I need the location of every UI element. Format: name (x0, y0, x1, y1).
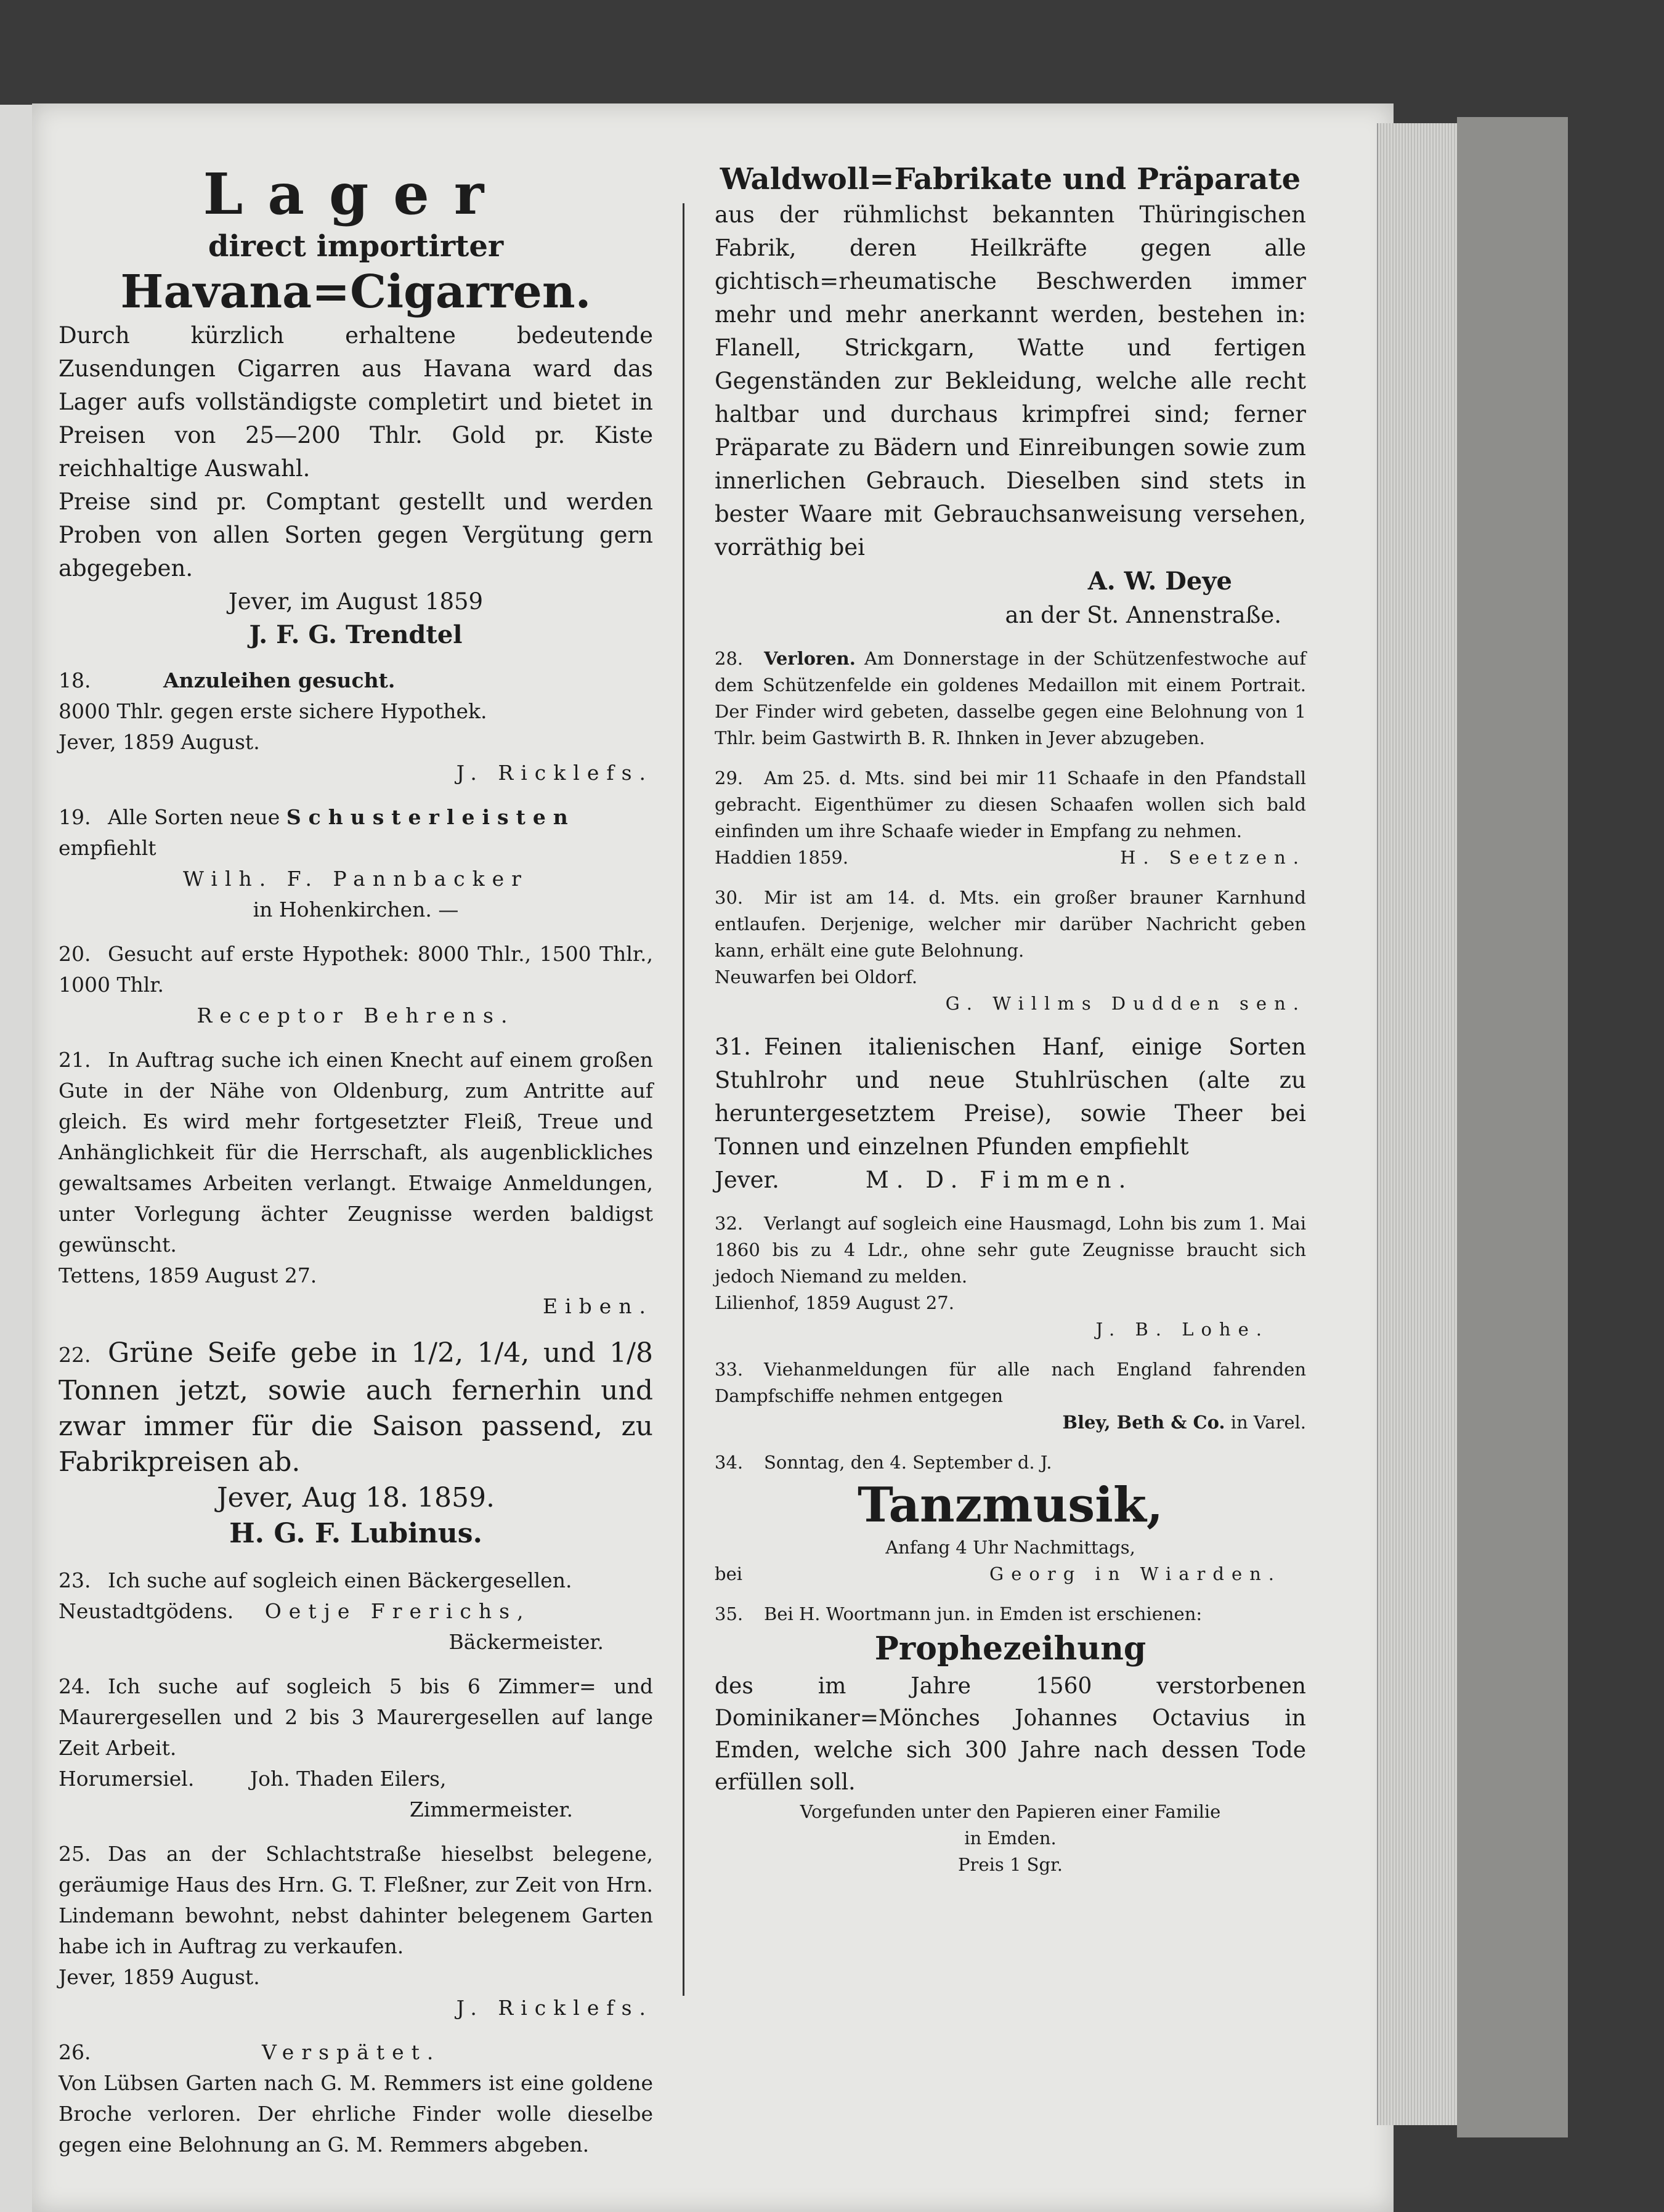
ad-signature: Oetje Frerichs, (264, 1599, 531, 1623)
lager-title: Lager (203, 161, 509, 227)
ad-body: Das an der Schlachtstraße hieselbst belegene, geräumige Haus des Hrn. G. T. Fleßner, zur Zeit von Hrn. Lindemann bewohnt, nebst dahinter belegenem Garten habe ich in Auftrag zu verkaufen. (59, 1842, 653, 1958)
ad-28 (715, 646, 1306, 752)
ad-number: 28. (715, 648, 744, 669)
ad-line: Vorgefunden unter den Papieren einer Familie (800, 1801, 1221, 1822)
ad-signature: J. Ricklefs. (456, 1996, 653, 2020)
lager-body1: Durch kürzlich erhaltene bedeutende Zusendungen Cigarren aus Havana ward das Lager aufs vollständigste completirt und bietet in Preisen von 25—200 Thlr. Gold pr. Kiste reichhaltige Auswahl. (59, 322, 653, 482)
ad-signature: G. Willms Dudden sen. (945, 993, 1306, 1014)
ad-heading: Anzuleihen gesucht. (163, 668, 396, 692)
ad-body: Am Donnerstage in der Schützenfestwoche auf dem Schützenfelde ein goldenes Medaillon mit einem Portrait. Der Finder wird gebeten, dasselbe gegen eine Belohnung von 1 Thlr. beim Gastwirth B. R. Ihnken in Jever abzugeben. (715, 648, 1307, 748)
ad-place: Haddien 1859. (715, 847, 849, 868)
ad-body: Am 25. d. Mts. sind bei mir 11 Schaafe in den Pfandstall gebracht. Eigenthümer zu diesen Schaafen wollen sich bald einfinden um ihre Schaafe wieder in Empfang zu nehmen. (715, 768, 1306, 841)
ad-place: Neuwarfen bei Oldorf. (715, 966, 918, 987)
ad-body: Viehanmeldungen für alle nach England fahrenden Dampfschiffe nehmen entgegen (715, 1359, 1306, 1406)
ad-signature: Wilh. F. Pannbacker (183, 867, 529, 891)
ad-26 (59, 2037, 653, 2160)
ad-signature: Eiben. (542, 1294, 653, 1318)
ad-number: 19. (59, 805, 91, 829)
column-rule (683, 203, 684, 1996)
right-column (715, 160, 1306, 1892)
ad-place: Horumersiel. (59, 1767, 195, 1791)
ad-number: 22. (59, 1343, 91, 1367)
ad-23 (59, 1565, 653, 1658)
ad-line: Bei H. Woortmann jun. in Emden ist erschienen: (764, 1603, 1203, 1624)
ad-body: Gesucht auf erste Hypothek: 8000 Thlr., 1500 Thlr., 1000 Thlr. (59, 942, 653, 997)
ad-35 (715, 1601, 1306, 1878)
ad-text: Alle Sorten neue (108, 805, 280, 829)
ad-bei: bei (715, 1563, 743, 1584)
ad-22 (59, 1335, 653, 1552)
lager-subtitle: direct importirter (208, 229, 504, 264)
ad-body: des im Jahre 1560 verstorbenen Dominikaner=Mönches Johannes Octavius in Emden, welche sich 300 Jahre nach dessen Tode erfüllen soll. (715, 1674, 1306, 1795)
ad-number: 35. (715, 1603, 744, 1624)
ad-number: 25. (59, 1842, 91, 1866)
ad-heading: Verspätet. (262, 2040, 441, 2064)
ad-signature: Bley, Beth & Co. (1062, 1412, 1225, 1433)
ad-body: Ich suche auf sogleich 5 bis 6 Zimmer= und Maurergesellen und 2 bis 3 Maurergesellen auf lange Zeit Arbeit. (59, 1674, 653, 1760)
ad-number: 30. (715, 887, 744, 908)
ad-number: 24. (59, 1674, 91, 1698)
ad-text: empfiehlt (59, 836, 156, 860)
left-column (59, 160, 653, 2174)
ad-body: Grüne Seife gebe in 1/2, 1/4, und 1/8 Tonnen jetzt, sowie auch fernerhin und zwar immer für die Saison passend, zu Fabrikpreisen ab. (59, 1337, 653, 1478)
ad-body: Mir ist am 14. d. Mts. ein großer brauner Karnhund entlaufen. Derjenige, welcher mir darüber Nachricht geben kann, erhält eine gute Belohnung. (715, 887, 1306, 961)
ad-heading: Tanzmusik, (857, 1477, 1164, 1533)
lager-body2: Preise sind pr. Comptant gestellt und werden Proben von allen Sorten gegen Vergütung gern abgegeben. (59, 488, 653, 581)
ad-number: 23. (59, 1568, 91, 1592)
ad-signature: J. Ricklefs. (456, 761, 653, 785)
ad-number: 21. (59, 1048, 91, 1072)
ad-18 (59, 665, 653, 788)
ad-signature-place: in Hohenkirchen. — (253, 897, 459, 922)
ad-number: 31. (715, 1034, 751, 1060)
ad-number: 29. (715, 768, 744, 788)
waldwoll-address: an der St. Annenstraße. (1005, 602, 1281, 628)
ad-number: 33. (715, 1359, 744, 1380)
ad-signature: Joh. Thaden Eilers, (250, 1767, 447, 1791)
lager-signature: J. F. G. Trendtel (249, 620, 463, 649)
ad-highlight: Schusterleisten (286, 805, 575, 829)
ad-signature: Receptor Behrens. (197, 1003, 515, 1027)
ad-signature: H. G. F. Lubinus. (229, 1518, 482, 1549)
ad-number: 32. (715, 1213, 744, 1234)
ad-place: Jever, 1859 August. (59, 730, 260, 754)
ad-waldwoll (715, 160, 1306, 632)
ad-body: Feinen italienischen Hanf, einige Sorten Stuhlrohr und neue Stuhlrüschen (alte zu heruntergesetztem Preise), sowie Theer bei Tonnen und einzelnen Pfunden empfiehlt (715, 1034, 1306, 1160)
ad-heading: Verloren. (764, 648, 856, 669)
ad-19 (59, 802, 653, 925)
ad-25 (59, 1839, 653, 2024)
ad-place: Lilienhof, 1859 August 27. (715, 1292, 954, 1313)
waldwoll-heading: Waldwoll=Fabrikate und Präparate (720, 162, 1301, 196)
ad-body: 8000 Thlr. gegen erste sichere Hypothek. (59, 699, 487, 723)
ad-30 (715, 885, 1306, 1017)
lager-product: Havana=Cigarren. (120, 265, 591, 318)
waldwoll-body: aus der rühmlichst bekannten Thüringischen Fabrik, deren Heilkräfte gegen alle gichtisch=rheumatische Beschwerden immer mehr und mehr anerkannt werden, bestehen in: Flanell, Strickgarn, Watte und fertigen Gegenständen zur Bekleidung, welche alle recht haltbar und durchaus krimpfrei sind; ferner Präparate zu Bädern und Einreibungen sowie zum innerlichen Gebrauch. Dieselben sind stets in bester Waare mit Gebrauchsanweisung versehen, vorräthig bei (715, 201, 1306, 561)
ad-31 (715, 1031, 1306, 1197)
lager-place-date: Jever, im August 1859 (228, 588, 484, 615)
ad-body: Von Lübsen Garten nach G. M. Remmers ist eine goldene Broche verloren. Der ehrliche Finder wolle dieselbe gegen eine Belohnung an G. M. Remmers abgeben. (59, 2071, 653, 2157)
ad-signature: M. D. Fimmen. (865, 1167, 1134, 1193)
ad-body: In Auftrag suche ich einen Knecht auf einem großen Gute in der Nähe von Oldenburg, zum Antritte auf gleich. Es wird mehr fortgesetzter Fleiß, Treue und Anhänglichkeit für die Herrschaft, als augenblickliches gewaltsames Arbeiten verlangt. Etwaige Anmeldungen, unter Vorlegung ächter Zeugnisse werden baldigst gewünscht. (59, 1048, 653, 1257)
ad-29 (715, 765, 1306, 871)
ad-lager (59, 160, 653, 652)
ad-34 (715, 1449, 1306, 1587)
ad-place: Jever. (715, 1167, 779, 1193)
ad-20 (59, 939, 653, 1031)
ad-24 (59, 1671, 653, 1825)
ad-signature: H. Seetzen. (1120, 847, 1306, 868)
ad-number: 18. (59, 668, 91, 692)
ad-body: Verlangt auf sogleich eine Hausmagd, Lohn bis zum 1. Mai 1860 bis zu 4 Ldr., ohne sehr gute Zeugnisse braucht sich jedoch Niemand zu melden. (715, 1213, 1306, 1287)
ad-line: Sonntag, den 4. September d. J. (764, 1452, 1052, 1473)
ad-signature-title: Zimmermeister. (409, 1797, 573, 1821)
ad-21 (59, 1045, 653, 1322)
ad-signature: Georg in Wiarden. (989, 1563, 1281, 1584)
ad-signature-title: Bäckermeister. (448, 1630, 604, 1654)
ad-body: Ich suche auf sogleich einen Bäckergesellen. (108, 1568, 572, 1592)
ad-number: 26. (59, 2040, 91, 2064)
ad-33 (715, 1356, 1306, 1436)
ad-heading: Prophezeihung (874, 1630, 1147, 1667)
ad-signature-place: in Varel. (1230, 1412, 1306, 1433)
book-cover (1457, 117, 1568, 2137)
ad-line: in Emden. (964, 1828, 1057, 1849)
book-page-edges (1377, 123, 1458, 2125)
ad-place: Neustadtgödens. (59, 1599, 234, 1623)
ad-number: 34. (715, 1452, 744, 1473)
ad-place: Tettens, 1859 August 27. (59, 1263, 317, 1287)
ad-line: Anfang 4 Uhr Nachmittags, (885, 1537, 1135, 1558)
ad-32 (715, 1210, 1306, 1343)
ad-place: Jever, 1859 August. (59, 1965, 260, 1989)
ad-number: 20. (59, 942, 91, 966)
ad-place: Jever, Aug 18. 1859. (217, 1482, 495, 1513)
waldwoll-signature: A. W. Deye (1087, 567, 1232, 596)
ad-price: Preis 1 Sgr. (958, 1854, 1063, 1875)
ad-signature: J. B. Lohe. (1095, 1319, 1269, 1340)
